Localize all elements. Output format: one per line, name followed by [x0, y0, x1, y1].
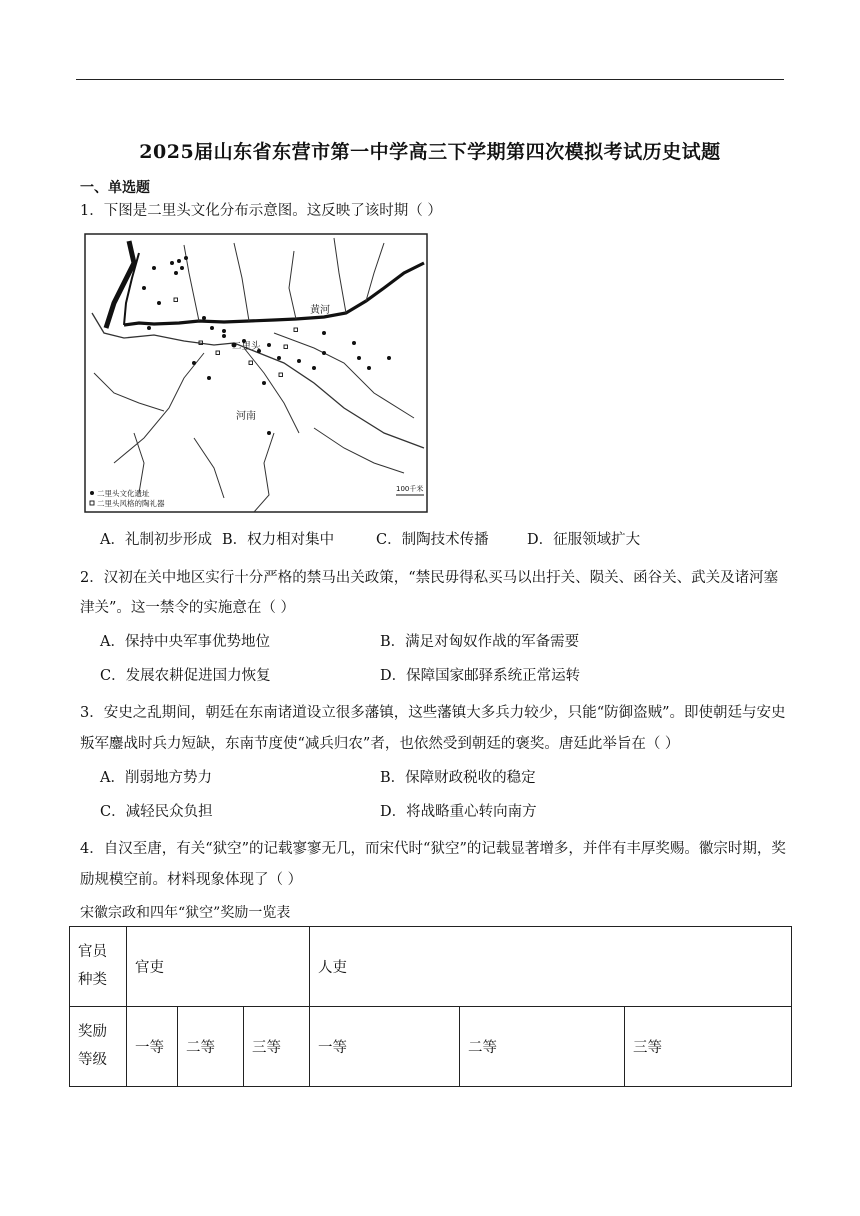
q1-option-a: A．礼制初步形成	[100, 532, 212, 548]
table-cell: 二等	[178, 1007, 244, 1087]
table-row-head	[70, 927, 127, 1007]
legend-item-sites: 二里头文化遗址	[97, 489, 150, 498]
legend-item-pottery: 二里头风格的陶礼器	[97, 499, 165, 508]
q1-option-d: D．征服领域扩大	[527, 532, 641, 548]
table-cell: 三等	[625, 1007, 792, 1087]
section-heading: 一、单选题	[80, 180, 150, 196]
table-head-line: 种类	[78, 971, 107, 988]
table-cell: 二等	[460, 1007, 625, 1087]
question-1-stem: 1．下图是二里头文化分布示意图。这反映了该时期（ ）	[80, 203, 442, 219]
question-2-stem: 2．汉初在关中地区实行十分严格的禁马出关政策，“禁民毋得私买马以出扜关、陨关、函谷关、武关及诸河塞津关”。这一禁令的实施意在（ ）	[80, 570, 779, 616]
map-label-province: 河南	[236, 411, 256, 422]
table-group-officials: 官吏	[127, 927, 310, 1007]
q3-option-a: A．削弱地方势力	[100, 770, 212, 786]
page-title: 2025届山东省东营市第一中学高三下学期第四次模拟考试历史试题	[139, 141, 721, 163]
q2-option-a: A．保持中央军事优势地位	[100, 634, 270, 650]
q2-option-b: B．满足对匈奴作战的军备需要	[380, 634, 580, 650]
table-cell: 一等	[127, 1007, 178, 1087]
erlitou-distribution-map	[84, 233, 428, 513]
question-3-stem: 3．安史之乱期间，朝廷在东南诸道设立很多藩镇，这些藩镇大多兵力较少，只能“防御盗贼”。即使朝廷与安史叛军鏖战时兵力短缺，东南节度使“减兵归农”者，也依然受到朝廷的褒奖。唐廷此举旨在（ ）	[80, 705, 786, 752]
table-head-line: 奖励	[78, 1023, 107, 1040]
table-cell: 三等	[244, 1007, 310, 1087]
map-label-river: 黄河	[310, 305, 330, 316]
award-table	[69, 926, 792, 1087]
table-head-line: 等级	[78, 1051, 107, 1068]
question-4-stem: 4．自汉至唐，有关“狱空”的记载寥寥无几，而宋代时“狱空”的记载显著增多，并伴有丰厚奖赐。徽宗时期，奖励规模空前。材料现象体现了（ ）	[80, 841, 786, 888]
table-group-clerks: 人吏	[310, 927, 792, 1007]
q1-option-b: B．权力相对集中	[222, 532, 335, 548]
table-row	[70, 1007, 792, 1087]
table-caption: 宋徽宗政和四年“狱空”奖励一览表	[80, 905, 291, 921]
header-rule	[76, 79, 784, 80]
q3-option-d: D．将战略重心转向南方	[380, 804, 537, 820]
table-head-line: 官员	[78, 943, 107, 960]
table-row	[70, 927, 792, 1007]
q3-option-c: C．减轻民众负担	[100, 804, 213, 820]
q3-option-b: B．保障财政税收的稳定	[380, 770, 536, 786]
q2-option-d: D．保障国家邮驿系统正常运转	[380, 668, 581, 684]
q1-option-c: C．制陶技术传播	[376, 532, 489, 548]
table-row-head	[70, 1007, 127, 1087]
map-label-site: 二里头	[232, 341, 261, 352]
q2-option-c: C．发展农耕促进国力恢复	[100, 668, 271, 684]
map-scale: 100千米	[396, 485, 424, 493]
table-cell: 一等	[310, 1007, 460, 1087]
